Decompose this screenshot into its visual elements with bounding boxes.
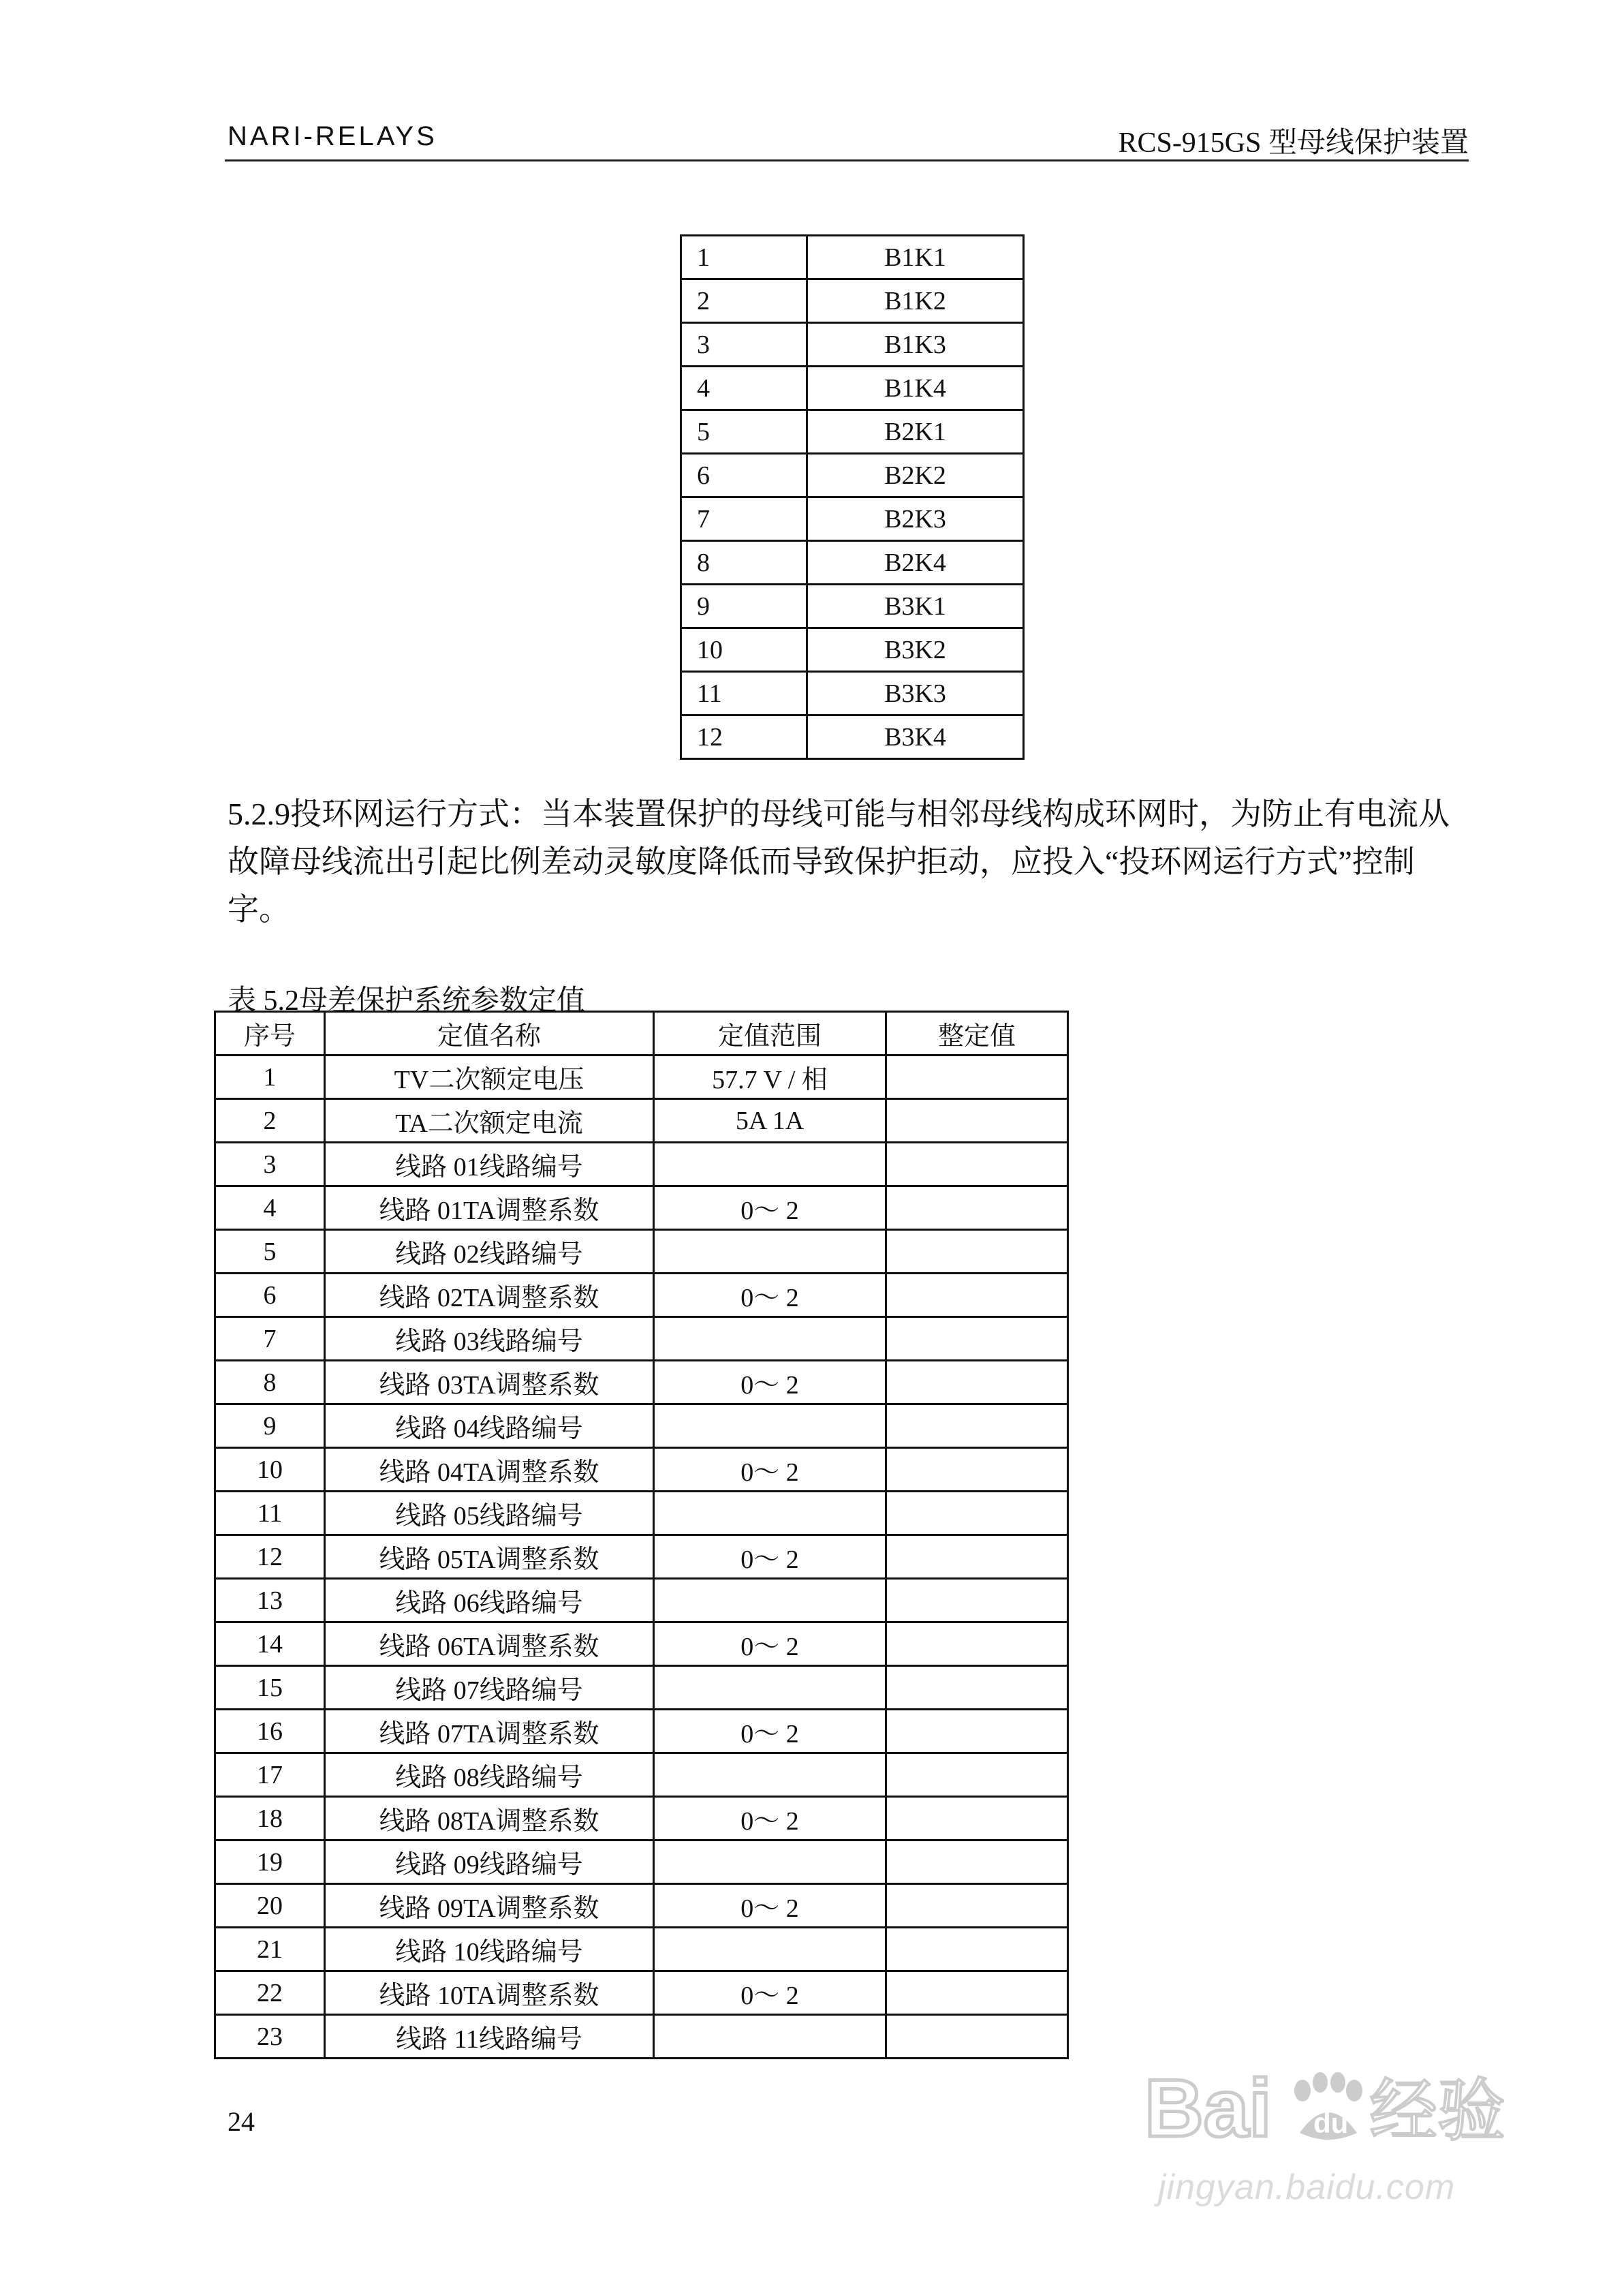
param-name-cell: 线路 10TA调整系数 — [325, 1971, 654, 2015]
code-table-row — [681, 454, 1024, 497]
table-row — [215, 1579, 1068, 1622]
param-name-cell: 线路 04TA调整系数 — [325, 1448, 654, 1492]
param-setting-cell — [886, 1622, 1068, 1666]
param-setting-cell — [886, 1492, 1068, 1535]
param-range-cell — [654, 1143, 886, 1186]
param-name-cell: 线路 02TA调整系数 — [325, 1274, 654, 1317]
param-range-cell — [654, 1230, 886, 1274]
code-value-cell: B3K1 — [807, 585, 1024, 628]
param-index-cell: 8 — [215, 1361, 325, 1404]
table-row — [215, 1361, 1068, 1404]
param-name-cell: 线路 05线路编号 — [325, 1492, 654, 1535]
code-table-row — [681, 672, 1024, 715]
param-name-cell: 线路 02线路编号 — [325, 1230, 654, 1274]
param-index-cell: 5 — [215, 1230, 325, 1274]
param-index-cell: 10 — [215, 1448, 325, 1492]
code-value-cell: B3K4 — [807, 715, 1024, 759]
param-range-cell — [654, 1492, 886, 1535]
code-value-cell: B2K3 — [807, 497, 1024, 541]
column-header-value: 整定值 — [886, 1012, 1068, 1056]
param-index-cell: 16 — [215, 1710, 325, 1753]
param-range-cell: 0～ 2 — [654, 1971, 886, 2015]
param-name-cell: 线路 09TA调整系数 — [325, 1884, 654, 1928]
param-index-cell: 17 — [215, 1753, 325, 1797]
param-range-cell: 0～ 2 — [654, 1622, 886, 1666]
code-index-cell: 2 — [681, 279, 807, 323]
table-row — [215, 1448, 1068, 1492]
param-setting-cell — [886, 1274, 1068, 1317]
param-index-cell: 14 — [215, 1622, 325, 1666]
header-right-title: RCS-915GS 型母线保护装置 — [1118, 127, 1469, 159]
param-setting-cell — [886, 1753, 1068, 1797]
param-setting-cell — [886, 1143, 1068, 1186]
param-name-cell: 线路 06线路编号 — [325, 1579, 654, 1622]
code-table-row — [681, 323, 1024, 367]
table-row — [215, 1274, 1068, 1317]
param-index-cell: 20 — [215, 1884, 325, 1928]
code-value-cell: B3K2 — [807, 628, 1024, 672]
table-row — [215, 2015, 1068, 2059]
param-range-cell: 0～ 2 — [654, 1884, 886, 1928]
param-setting-cell — [886, 1797, 1068, 1840]
table-row — [215, 1535, 1068, 1579]
table-row — [215, 1622, 1068, 1666]
param-index-cell: 11 — [215, 1492, 325, 1535]
table-caption: 表 5.2母差保护系统参数定值 — [228, 985, 586, 1017]
param-index-cell: 2 — [215, 1099, 325, 1143]
param-name-cell: TA二次额定电流 — [325, 1099, 654, 1143]
param-range-cell: 0～ 2 — [654, 1448, 886, 1492]
param-index-cell: 13 — [215, 1579, 325, 1622]
param-index-cell: 7 — [215, 1317, 325, 1361]
table-row — [215, 1753, 1068, 1797]
param-setting-cell — [886, 1230, 1068, 1274]
param-name-cell: 线路 07线路编号 — [325, 1666, 654, 1710]
param-setting-cell — [886, 1666, 1068, 1710]
param-name-cell: 线路 05TA调整系数 — [325, 1535, 654, 1579]
param-range-cell: 0～ 2 — [654, 1535, 886, 1579]
param-setting-cell — [886, 1361, 1068, 1404]
param-setting-cell — [886, 1579, 1068, 1622]
param-range-cell — [654, 1666, 886, 1710]
param-index-cell: 15 — [215, 1666, 325, 1710]
param-name-cell: 线路 08线路编号 — [325, 1753, 654, 1797]
code-table-row — [681, 628, 1024, 672]
section-paragraph: 5.2.9投环网运行方式：当本装置保护的母线可能与相邻母线构成环网时，为防止有电流从故障母线流出引起比例差动灵敏度降低而导致保护拒动，应投入“投环网运行方式”控制字。 — [228, 797, 1450, 927]
column-header-name: 定值名称 — [325, 1012, 654, 1056]
table-row — [215, 1099, 1068, 1143]
header-divider — [225, 159, 1469, 161]
param-index-cell: 18 — [215, 1797, 325, 1840]
param-range-cell: 0～ 2 — [654, 1274, 886, 1317]
table-row — [215, 1710, 1068, 1753]
table-row — [215, 1056, 1068, 1099]
param-name-cell: TV二次额定电压 — [325, 1056, 654, 1099]
table-row — [215, 1840, 1068, 1884]
param-name-cell: 线路 01线路编号 — [325, 1143, 654, 1186]
parameter-table — [214, 1011, 1069, 2059]
param-range-cell — [654, 2015, 886, 2059]
param-name-cell: 线路 10线路编号 — [325, 1928, 654, 1971]
code-table-row — [681, 497, 1024, 541]
code-index-cell: 8 — [681, 541, 807, 585]
param-name-cell: 线路 01TA调整系数 — [325, 1186, 654, 1230]
table-row — [215, 1928, 1068, 1971]
svg-text:Bai: Bai — [1144, 2063, 1272, 2154]
table-row — [215, 1404, 1068, 1448]
param-range-cell: 0～ 2 — [654, 1710, 886, 1753]
param-setting-cell — [886, 1840, 1068, 1884]
param-range-cell — [654, 1840, 886, 1884]
code-index-cell: 1 — [681, 236, 807, 279]
code-value-cell: B2K4 — [807, 541, 1024, 585]
code-value-cell: B1K2 — [807, 279, 1024, 323]
code-table-row — [681, 541, 1024, 585]
code-index-cell: 5 — [681, 410, 807, 454]
parameter-table-body — [215, 1056, 1068, 2059]
table-row — [215, 1797, 1068, 1840]
param-range-cell: 0～ 2 — [654, 1361, 886, 1404]
table-row — [215, 1884, 1068, 1928]
param-setting-cell — [886, 1099, 1068, 1143]
code-index-cell: 11 — [681, 672, 807, 715]
code-value-cell: B1K4 — [807, 367, 1024, 410]
code-table-row — [681, 236, 1024, 279]
param-name-cell: 线路 09线路编号 — [325, 1840, 654, 1884]
param-range-cell — [654, 1753, 886, 1797]
code-value-cell: B1K3 — [807, 323, 1024, 367]
param-index-cell: 6 — [215, 1274, 325, 1317]
code-value-cell: B2K1 — [807, 410, 1024, 454]
param-setting-cell — [886, 1884, 1068, 1928]
svg-text:经验: 经验 — [1369, 2071, 1505, 2151]
code-value-cell: B3K3 — [807, 672, 1024, 715]
param-index-cell: 9 — [215, 1404, 325, 1448]
table-row — [215, 1143, 1068, 1186]
param-setting-cell — [886, 1971, 1068, 2015]
column-header-index: 序号 — [215, 1012, 325, 1056]
header-row — [215, 1012, 1068, 1056]
svg-text:du: du — [1313, 2107, 1349, 2139]
param-name-cell: 线路 06TA调整系数 — [325, 1622, 654, 1666]
table-row — [215, 1971, 1068, 2015]
param-index-cell: 21 — [215, 1928, 325, 1971]
param-range-cell: 0～ 2 — [654, 1797, 886, 1840]
code-index-cell: 6 — [681, 454, 807, 497]
param-name-cell: 线路 03线路编号 — [325, 1317, 654, 1361]
code-table-body — [681, 236, 1024, 759]
param-index-cell: 12 — [215, 1535, 325, 1579]
baidu-jingyan-logo — [1144, 2058, 1526, 2160]
code-table-row — [681, 585, 1024, 628]
code-table-row — [681, 410, 1024, 454]
param-index-cell: 1 — [215, 1056, 325, 1099]
param-index-cell: 19 — [215, 1840, 325, 1884]
param-range-cell: 0～ 2 — [654, 1186, 886, 1230]
param-name-cell: 线路 11线路编号 — [325, 2015, 654, 2059]
code-table-row — [681, 279, 1024, 323]
column-header-range: 定值范围 — [654, 1012, 886, 1056]
table-row — [215, 1492, 1068, 1535]
code-index-cell: 12 — [681, 715, 807, 759]
param-name-cell: 线路 08TA调整系数 — [325, 1797, 654, 1840]
param-setting-cell — [886, 1404, 1068, 1448]
param-range-cell — [654, 1579, 886, 1622]
param-index-cell: 4 — [215, 1186, 325, 1230]
param-name-cell: 线路 07TA调整系数 — [325, 1710, 654, 1753]
param-setting-cell — [886, 1448, 1068, 1492]
param-index-cell: 22 — [215, 1971, 325, 2015]
code-table-row — [681, 367, 1024, 410]
code-index-cell: 7 — [681, 497, 807, 541]
param-setting-cell — [886, 1928, 1068, 1971]
param-range-cell — [654, 1928, 886, 1971]
code-index-cell: 10 — [681, 628, 807, 672]
param-name-cell: 线路 04线路编号 — [325, 1404, 654, 1448]
header-left-brand: NARI-RELAYS — [228, 121, 437, 151]
code-index-cell: 4 — [681, 367, 807, 410]
param-setting-cell — [886, 1317, 1068, 1361]
page-number: 24 — [228, 2106, 255, 2137]
code-index-cell: 9 — [681, 585, 807, 628]
param-range-cell: 57.7 V / 相 — [654, 1056, 886, 1099]
table-row — [215, 1317, 1068, 1361]
table-row — [215, 1666, 1068, 1710]
code-value-cell: B1K1 — [807, 236, 1024, 279]
param-range-cell — [654, 1404, 886, 1448]
param-setting-cell — [886, 2015, 1068, 2059]
param-setting-cell — [886, 1710, 1068, 1753]
table-row — [215, 1230, 1068, 1274]
code-value-cell: B2K2 — [807, 454, 1024, 497]
code-table-row — [681, 715, 1024, 759]
parameter-table-head — [215, 1012, 1068, 1056]
watermark-url: jingyan.baidu.com — [1158, 2168, 1456, 2207]
param-range-cell: 5A 1A — [654, 1099, 886, 1143]
param-name-cell: 线路 03TA调整系数 — [325, 1361, 654, 1404]
param-index-cell: 23 — [215, 2015, 325, 2059]
code-table — [680, 234, 1025, 760]
param-setting-cell — [886, 1535, 1068, 1579]
param-range-cell — [654, 1317, 886, 1361]
watermark — [1144, 2058, 1526, 2215]
param-index-cell: 3 — [215, 1143, 325, 1186]
table-row — [215, 1186, 1068, 1230]
code-index-cell: 3 — [681, 323, 807, 367]
param-setting-cell — [886, 1186, 1068, 1230]
param-setting-cell — [886, 1056, 1068, 1099]
